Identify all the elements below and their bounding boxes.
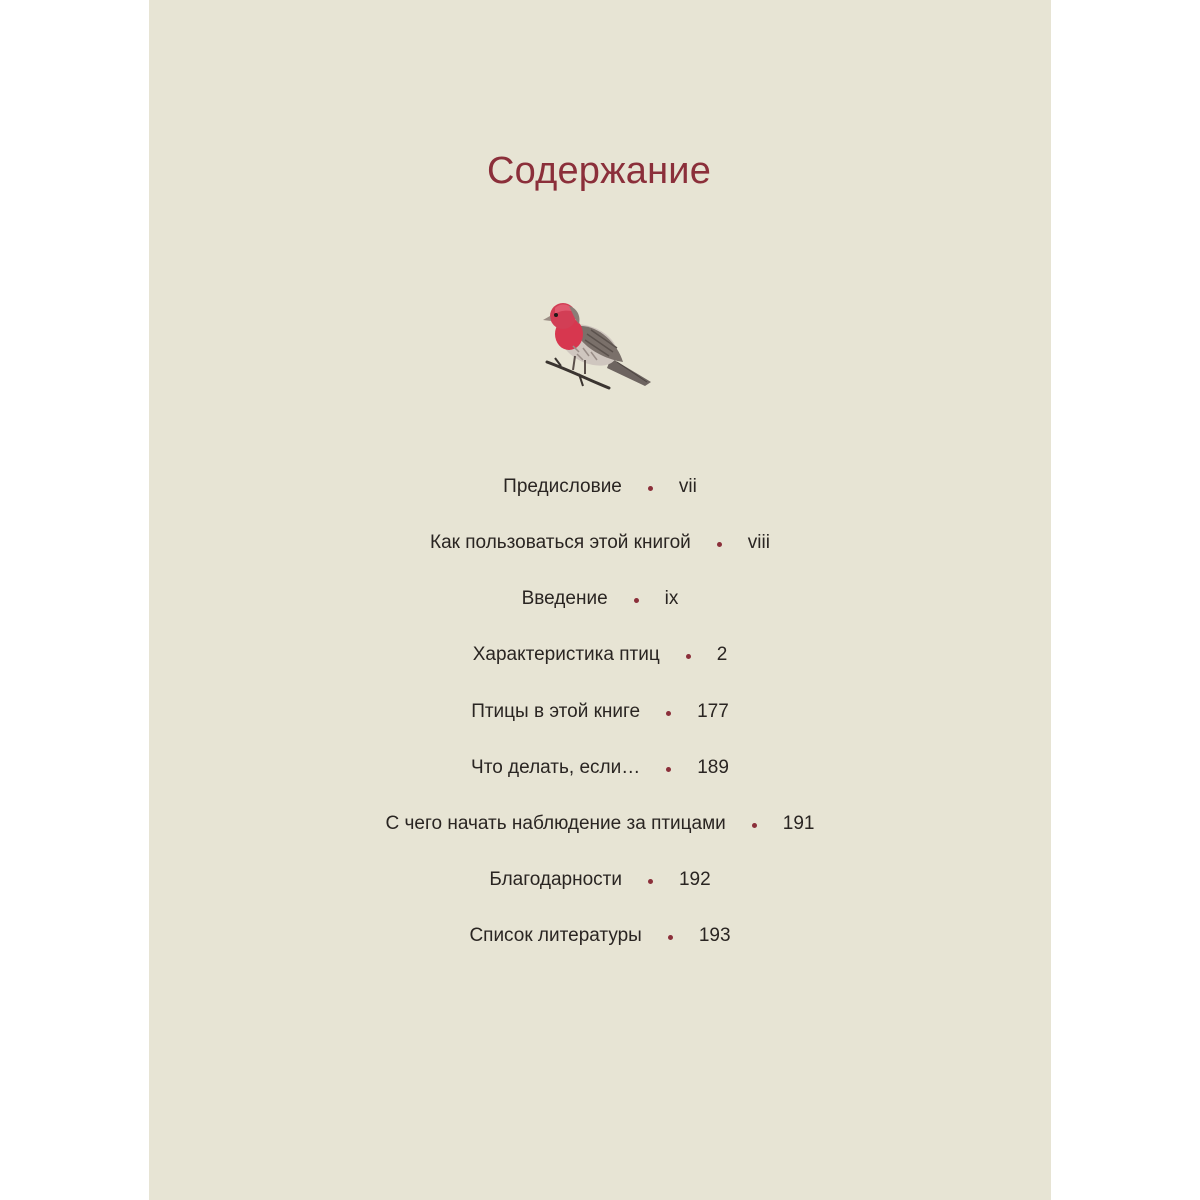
toc-entry-page: 192 xyxy=(678,869,711,890)
bullet-dot-icon xyxy=(648,879,653,884)
toc-entry[interactable] xyxy=(149,697,1051,727)
bullet-dot-icon xyxy=(686,654,691,659)
bullet-dot-icon xyxy=(666,767,671,772)
toc-entry-title: Список литературы xyxy=(469,925,642,946)
toc-entry-page: ix xyxy=(664,588,679,609)
toc-entry[interactable] xyxy=(149,584,1051,614)
house-finch-bird-icon xyxy=(539,290,664,405)
toc-entry-page: 193 xyxy=(698,925,731,946)
toc-entry-title: Птицы в этой книге xyxy=(471,701,641,722)
toc-entry-title: С чего начать наблюдение за птицами xyxy=(385,813,726,834)
toc-entry-page: viii xyxy=(747,532,770,553)
toc-entry[interactable] xyxy=(149,865,1051,895)
toc-entry-title: Как пользоваться этой книгой xyxy=(430,532,691,553)
toc-entry-page: vii xyxy=(678,476,697,497)
toc-entry-title: Характеристика птиц xyxy=(472,644,660,665)
bullet-dot-icon xyxy=(717,542,722,547)
bullet-dot-icon xyxy=(752,823,757,828)
toc-entry[interactable] xyxy=(149,753,1051,783)
bullet-dot-icon xyxy=(648,486,653,491)
toc-entry[interactable] xyxy=(149,921,1051,951)
toc-entry-title: Введение xyxy=(521,588,608,609)
toc-entry-title: Что делать, если… xyxy=(471,757,641,778)
toc-entry[interactable] xyxy=(149,472,1051,502)
toc-entry[interactable] xyxy=(149,640,1051,670)
toc-entry[interactable] xyxy=(149,528,1051,558)
bullet-dot-icon xyxy=(666,711,671,716)
page-title: Содержание xyxy=(486,150,712,192)
toc-entry-title: Благодарности xyxy=(489,869,622,890)
bullet-dot-icon xyxy=(634,598,639,603)
toc-entry-page: 177 xyxy=(697,701,729,722)
toc-entry-page: 189 xyxy=(697,757,729,778)
book-page xyxy=(149,0,1051,1200)
bullet-dot-icon xyxy=(668,935,673,940)
toc-entry[interactable] xyxy=(149,809,1051,839)
toc-entry-page: 191 xyxy=(782,813,815,834)
toc-entry-page: 2 xyxy=(716,644,728,665)
toc-entry-title: Предисловие xyxy=(503,476,622,497)
